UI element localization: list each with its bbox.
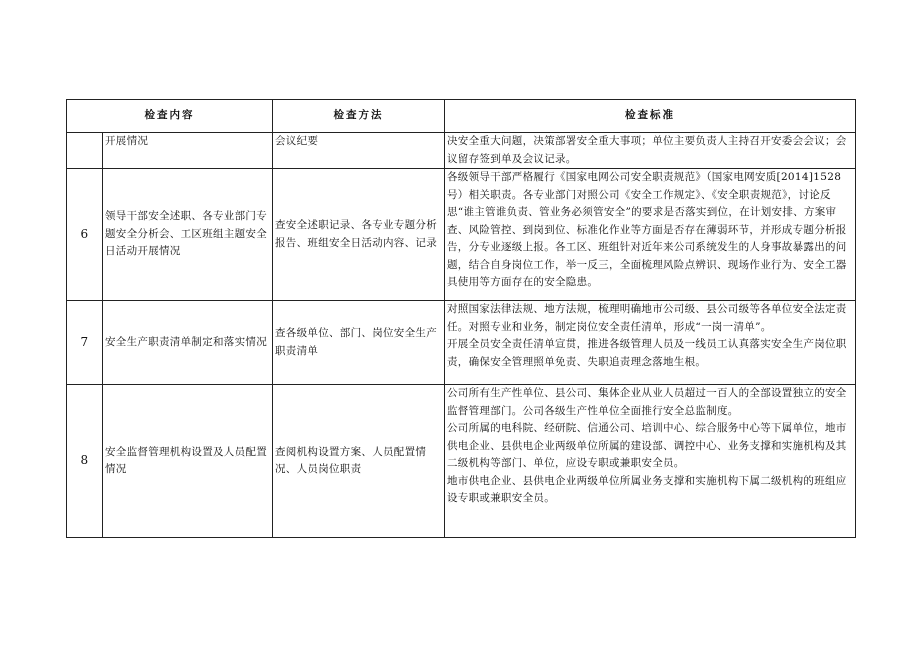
inspection-table <box>66 99 856 538</box>
row-content: 安全监督管理机构设置及人员配置情况 <box>103 385 273 538</box>
header-content: 检查内容 <box>67 100 273 133</box>
standard-paragraph: 公司所属的电科院、经研院、信通公司、培训中心、综合服务中心等下属单位，地市供电企业、县供电企业两级单位所属的建设部、调控中心、业务支撑和实施机构及其二级机构等部门、单位，应设专职或兼职安全员。 <box>447 422 847 469</box>
standard-paragraph: 决安全重大问题，决策部署安全重大事项；单位主要负责人主持召开安委会会议；会议留存签到单及会议记录。 <box>447 135 847 165</box>
table-header-row <box>67 100 856 133</box>
table-row <box>67 169 856 301</box>
standard-paragraph: 对照国家法律法规、地方法规，梳理明确地市公司级、县公司级等各单位安全法定责任。对照专业和业务，制定岗位安全责任清单，形成“一岗一清单”。 <box>447 303 847 333</box>
table-row <box>67 133 856 169</box>
standard-paragraph: 地市供电企业、县供电企业两级单位所属业务支撑和实施机构下属二级机构的班组应设专职或兼职安全员。 <box>447 474 847 504</box>
row-content: 领导干部安全述职、各专业部门专题安全分析会、工区班组主题安全日活动开展情况 <box>103 169 273 301</box>
row-number: 8 <box>67 385 103 538</box>
row-standard <box>445 169 856 301</box>
row-content: 安全生产职责清单制定和落实情况 <box>103 301 273 385</box>
header-standard: 检查标准 <box>445 100 856 133</box>
standard-paragraph: 公司所有生产性单位、县公司、集体企业从业人员超过一百人的全部设置独立的安全监督管理部门。公司各级生产性单位全面推行安全总监制度。 <box>447 387 847 417</box>
row-method: 查安全述职记录、各专业专题分析报告、班组安全日活动内容、记录 <box>273 169 445 301</box>
table-row <box>67 301 856 385</box>
standard-paragraph: 各级领导干部严格履行《国家电网公司安全职责规范》（国家电网安质[2014]1528号）相关职责。各专业部门对照公司《安全工作规定》、《安全职责规范》，讨论反思“谁主管谁负责、管业务必须管安全”的要求是否落实到位，在计划安排、方案审查、风险管控、到岗到位、标准化作业等方面是否存在薄弱环节，并形成专题分析报告，分专业逐级上报。各工区、班组针对近年来公司系统发生的人身事故暴露出的问题，结合自身岗位工作，举一反三，全面梳理风险点辨识、现场作业行为、安全工器具使用等方面存在的安全隐患。 <box>447 171 847 288</box>
row-method: 会议纪要 <box>273 133 445 169</box>
table-row <box>67 385 856 538</box>
row-standard <box>445 385 856 538</box>
header-method: 检查方法 <box>273 100 445 133</box>
row-method: 查阅机构设置方案、人员配置情况、人员岗位职责 <box>273 385 445 538</box>
row-number: 6 <box>67 169 103 301</box>
standard-paragraph: 开展全员安全责任清单宣贯，推进各级管理人员及一线员工认真落实安全生产岗位职责，确保安全管理照单免责、失职追责理念落地生根。 <box>447 338 847 368</box>
row-content: 开展情况 <box>103 133 273 169</box>
row-method: 查各级单位、部门、岗位安全生产职责清单 <box>273 301 445 385</box>
row-number <box>67 133 103 169</box>
row-standard <box>445 133 856 169</box>
row-standard <box>445 301 856 385</box>
row-number: 7 <box>67 301 103 385</box>
